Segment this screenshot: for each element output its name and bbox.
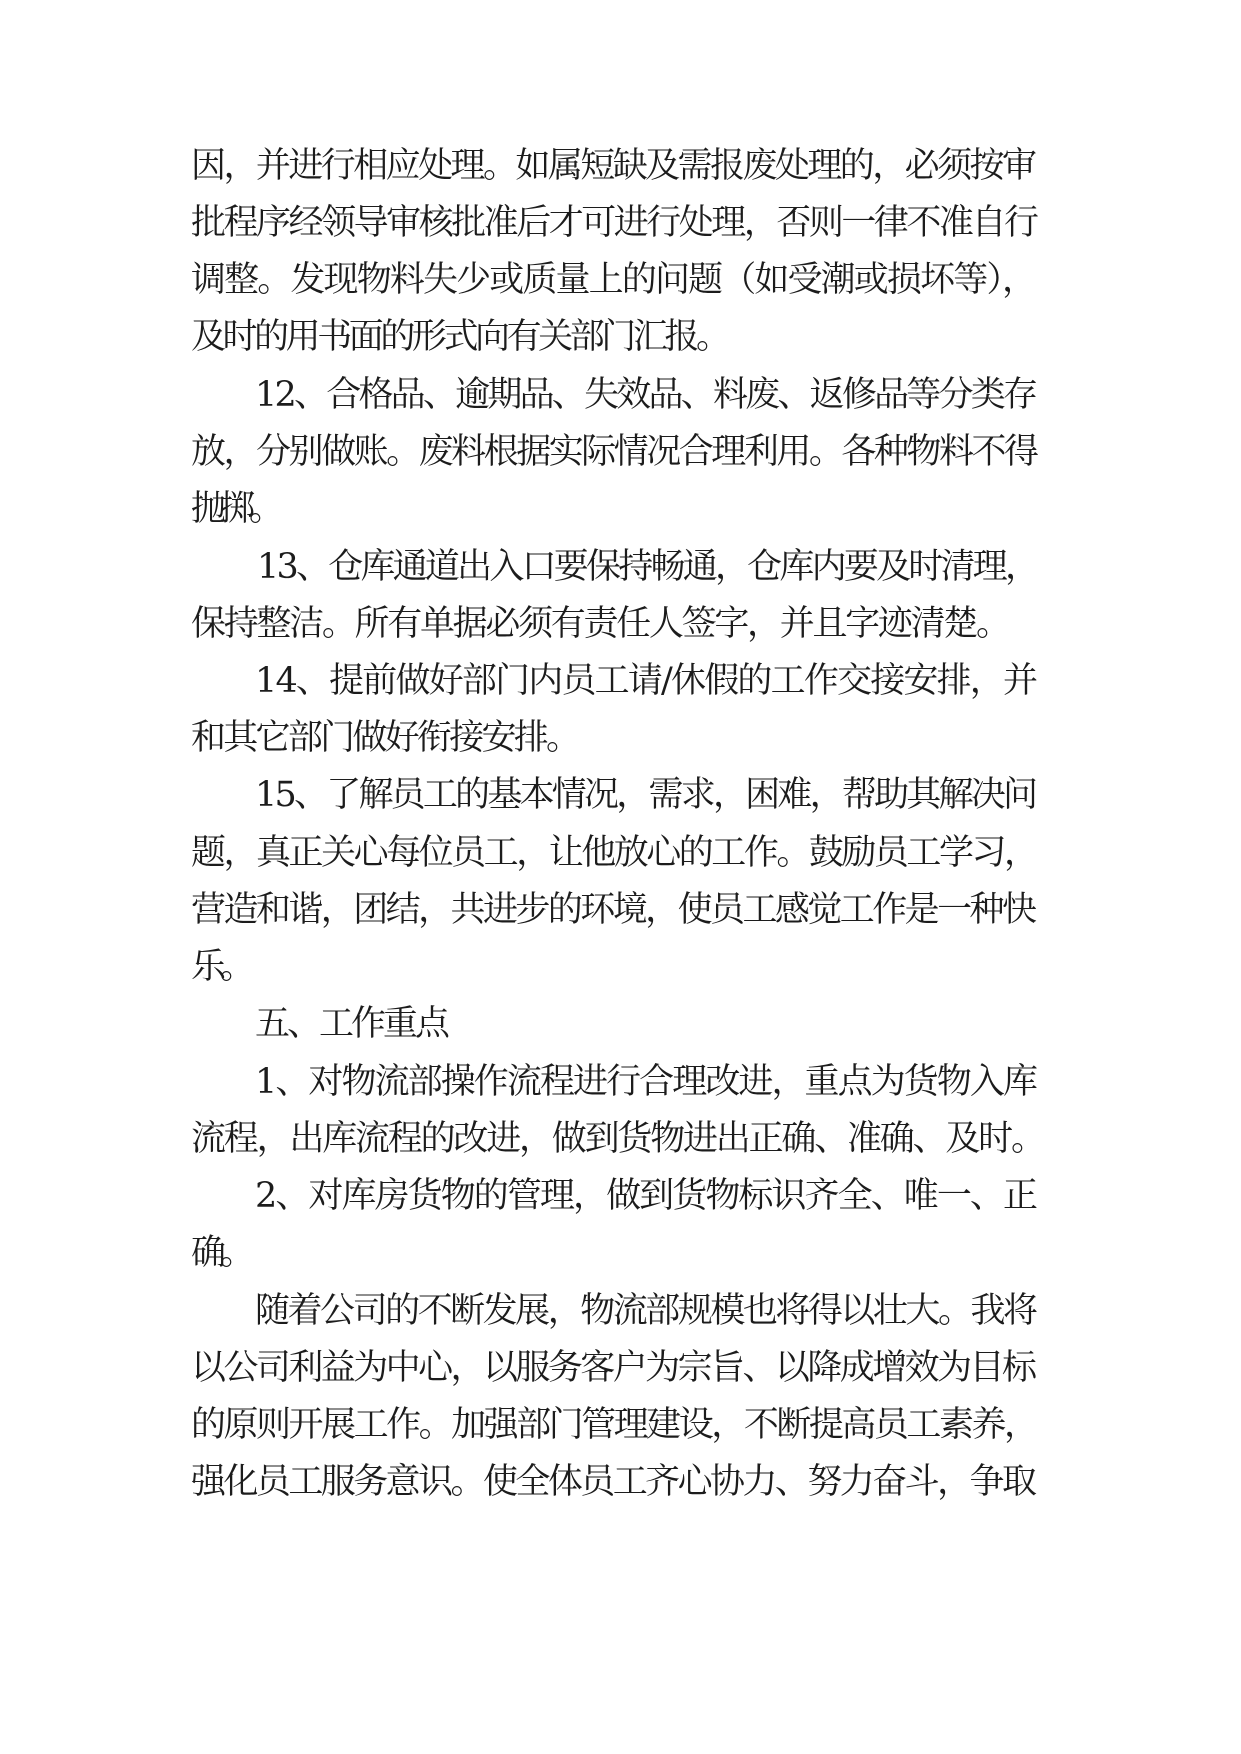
text-line: 确。 bbox=[191, 1233, 250, 1273]
text-line: 和其它部门做好衔接安排。 bbox=[191, 718, 579, 758]
text-line: 流程，出库流程的改进，做到货物进出正确、准确、及时。 bbox=[191, 1119, 1044, 1159]
section-heading: 五、工作重点 bbox=[255, 1004, 447, 1044]
text-line: 保持整洁。所有单据必须有责任人签字，并且字迹清楚。 bbox=[191, 604, 1009, 644]
text-line: 题，真正关心每位员工，让他放心的工作。鼓励员工学习， bbox=[191, 833, 1037, 873]
text-line: 随着公司的不断发展，物流部规模也将得以壮大。我将 bbox=[255, 1291, 1036, 1331]
text-line: 14、提前做好部门内员工请/休假的工作交接安排，并 bbox=[255, 661, 1037, 701]
text-line: 15、了解员工的基本情况，需求，困难，帮助其解决问 bbox=[255, 775, 1036, 815]
text-line: 13、仓库通道出入口要保持畅通，仓库内要及时清理， bbox=[257, 547, 1038, 587]
text-line: 乐。 bbox=[191, 947, 250, 987]
text-line: 因，并进行相应处理。如属短缺及需报废处理的，必须按审 bbox=[191, 146, 1035, 186]
text-line: 强化员工服务意识。使全体员工齐心协力、努力奋斗，争取 bbox=[191, 1462, 1035, 1502]
text-line: 放，分别做账。废料根据实际情况合理利用。各种物料不得 bbox=[191, 432, 1037, 472]
text-line: 以公司利益为中心，以服务客户为宗旨、以降成增效为目标 bbox=[191, 1348, 1035, 1388]
text-line: 抛掷。 bbox=[191, 489, 279, 529]
text-line: 2、对库房货物的管理，做到货物标识齐全、唯一、正 bbox=[255, 1176, 1037, 1216]
text-line: 营造和谐，团结，共进步的环境，使员工感觉工作是一种快 bbox=[191, 890, 1035, 930]
text-line: 调整。发现物料失少或质量上的问题（如受潮或损坏等）， bbox=[191, 260, 1036, 300]
text-line: 批程序经领导审核批准后才可进行处理，否则一律不准自行 bbox=[191, 203, 1037, 243]
text-line: 12、合格品、逾期品、失效品、料废、返修品等分类存 bbox=[255, 375, 1036, 415]
text-line: 1、对物流部操作流程进行合理改进，重点为货物入库 bbox=[255, 1062, 1037, 1102]
text-line: 及时的用书面的形式向有关部门汇报。 bbox=[191, 317, 728, 357]
text-line: 的原则开展工作。加强部门管理建设，不断提高员工素养， bbox=[191, 1405, 1037, 1445]
